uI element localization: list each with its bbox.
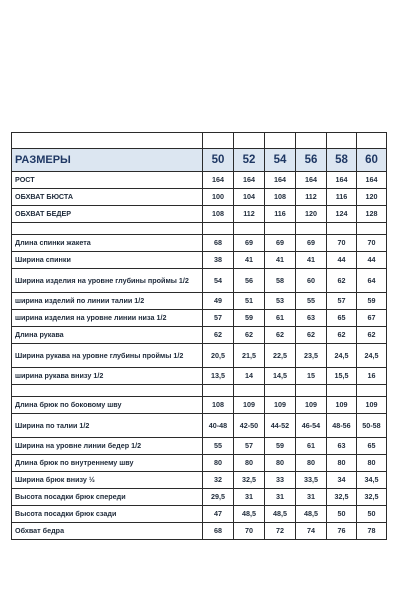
cell-value: 42-50 (234, 414, 265, 438)
cell-value: 76 (327, 523, 357, 540)
cell-value: 50 (327, 506, 357, 523)
cell-value: 62 (265, 327, 296, 344)
cell-value: 13,5 (203, 368, 234, 385)
cell-value: 68 (203, 523, 234, 540)
cell-value: 48-56 (327, 414, 357, 438)
cell-value: 109 (327, 397, 357, 414)
row-label: Ширина спинки (12, 252, 203, 269)
cell-value: 70 (234, 523, 265, 540)
cell-value: 20,5 (203, 344, 234, 368)
row-label: Длина брюк по боковому шву (12, 397, 203, 414)
cell-value: 80 (234, 455, 265, 472)
cell-value: 78 (357, 523, 387, 540)
cell-value: 120 (296, 206, 327, 223)
cell-value: 67 (357, 310, 387, 327)
cell-value: 72 (265, 523, 296, 540)
table-row (12, 206, 387, 223)
cell-value: 46-54 (296, 414, 327, 438)
cell-value: 40-48 (203, 414, 234, 438)
row-label: ОБХВАТ БЕДЕР (12, 206, 203, 223)
cell-value: 62 (296, 327, 327, 344)
cell-value: 59 (234, 310, 265, 327)
cell-value: 62 (234, 327, 265, 344)
cell-value: 41 (296, 252, 327, 269)
row-label: Ширина по талии 1/2 (12, 414, 203, 438)
table-row (12, 269, 387, 293)
cell-value: 14 (234, 368, 265, 385)
size-header: 60 (357, 149, 387, 172)
header-row (12, 149, 387, 172)
blank-row (12, 133, 387, 149)
cell-value: 62 (357, 327, 387, 344)
cell-value: 44 (357, 252, 387, 269)
cell-value: 60 (296, 269, 327, 293)
cell-value: 116 (265, 206, 296, 223)
cell-value: 74 (296, 523, 327, 540)
cell-value: 112 (296, 189, 327, 206)
row-label: ширина изделия на уровне линии низа 1/2 (12, 310, 203, 327)
cell-value: 116 (327, 189, 357, 206)
row-label: ОБХВАТ БЮСТА (12, 189, 203, 206)
table-row (12, 489, 387, 506)
row-label: Высота посадки брюк сзади (12, 506, 203, 523)
cell-value: 65 (327, 310, 357, 327)
row-label: Длина рукава (12, 327, 203, 344)
cell-value: 31 (234, 489, 265, 506)
row-label: Длина спинки жакета (12, 235, 203, 252)
cell-value: 22,5 (265, 344, 296, 368)
cell-value: 80 (296, 455, 327, 472)
cell-value: 32,5 (357, 489, 387, 506)
cell-value: 112 (234, 206, 265, 223)
cell-value: 48,5 (234, 506, 265, 523)
cell-value: 47 (203, 506, 234, 523)
cell-value: 164 (265, 172, 296, 189)
spacer-row (12, 223, 387, 235)
row-label: Ширина на уровне линии бедер 1/2 (12, 438, 203, 455)
cell-value: 31 (265, 489, 296, 506)
cell-value: 54 (203, 269, 234, 293)
cell-value: 31 (296, 489, 327, 506)
cell-value: 100 (203, 189, 234, 206)
cell-value: 61 (296, 438, 327, 455)
table-row (12, 523, 387, 540)
cell-value: 108 (203, 397, 234, 414)
row-label: Ширина изделия на уровне глубины проймы 1/2 (12, 269, 203, 293)
cell-value: 124 (327, 206, 357, 223)
cell-value: 64 (357, 269, 387, 293)
cell-value: 104 (234, 189, 265, 206)
cell-value: 44 (327, 252, 357, 269)
cell-value: 23,5 (296, 344, 327, 368)
row-label: Ширина брюк внизу ½ (12, 472, 203, 489)
cell-value: 32,5 (327, 489, 357, 506)
table-row (12, 438, 387, 455)
cell-value: 33,5 (296, 472, 327, 489)
cell-value: 57 (203, 310, 234, 327)
cell-value: 44-52 (265, 414, 296, 438)
cell-value: 34,5 (357, 472, 387, 489)
table-row (12, 235, 387, 252)
table-row (12, 327, 387, 344)
cell-value: 70 (327, 235, 357, 252)
cell-value: 24,5 (327, 344, 357, 368)
row-label: РОСТ (12, 172, 203, 189)
cell-value: 34 (327, 472, 357, 489)
cell-value: 164 (357, 172, 387, 189)
cell-value: 48,5 (265, 506, 296, 523)
cell-value: 62 (203, 327, 234, 344)
row-label: Ширина рукава на уровне глубины проймы 1/2 (12, 344, 203, 368)
table-row (12, 252, 387, 269)
cell-value: 32,5 (234, 472, 265, 489)
cell-value: 69 (296, 235, 327, 252)
row-label: Обхват бедра (12, 523, 203, 540)
size-chart-table (11, 132, 387, 540)
table-row (12, 397, 387, 414)
row-label: Длина брюк по внутреннему шву (12, 455, 203, 472)
cell-value: 49 (203, 293, 234, 310)
cell-value: 62 (327, 269, 357, 293)
row-label: ширина рукава внизу 1/2 (12, 368, 203, 385)
cell-value: 32 (203, 472, 234, 489)
row-label: Высота посадки брюк спереди (12, 489, 203, 506)
table-row (12, 310, 387, 327)
cell-value: 61 (265, 310, 296, 327)
cell-value: 63 (327, 438, 357, 455)
cell-value: 70 (357, 235, 387, 252)
table-row (12, 506, 387, 523)
cell-value: 21,5 (234, 344, 265, 368)
cell-value: 164 (203, 172, 234, 189)
cell-value: 120 (357, 189, 387, 206)
cell-value: 16 (357, 368, 387, 385)
cell-value: 24,5 (357, 344, 387, 368)
table-row (12, 472, 387, 489)
cell-value: 58 (265, 269, 296, 293)
cell-value: 56 (234, 269, 265, 293)
cell-value: 69 (234, 235, 265, 252)
cell-value: 51 (234, 293, 265, 310)
table-row (12, 344, 387, 368)
size-header: 54 (265, 149, 296, 172)
table-row (12, 455, 387, 472)
cell-value: 41 (234, 252, 265, 269)
table-row (12, 414, 387, 438)
cell-value: 63 (296, 310, 327, 327)
cell-value: 164 (234, 172, 265, 189)
cell-value: 15 (296, 368, 327, 385)
cell-value: 80 (203, 455, 234, 472)
cell-value: 41 (265, 252, 296, 269)
cell-value: 80 (357, 455, 387, 472)
table-row (12, 368, 387, 385)
cell-value: 69 (265, 235, 296, 252)
size-header: 56 (296, 149, 327, 172)
cell-value: 108 (265, 189, 296, 206)
cell-value: 68 (203, 235, 234, 252)
table-row (12, 172, 387, 189)
spacer-row (12, 385, 387, 397)
cell-value: 109 (357, 397, 387, 414)
cell-value: 164 (296, 172, 327, 189)
cell-value: 80 (327, 455, 357, 472)
cell-value: 50-58 (357, 414, 387, 438)
cell-value: 29,5 (203, 489, 234, 506)
cell-value: 109 (265, 397, 296, 414)
size-header: 58 (327, 149, 357, 172)
cell-value: 55 (296, 293, 327, 310)
table-row (12, 189, 387, 206)
header-label: РАЗМЕРЫ (12, 149, 203, 172)
row-label: ширина изделий по линии талии 1/2 (12, 293, 203, 310)
cell-value: 109 (234, 397, 265, 414)
cell-value: 48,5 (296, 506, 327, 523)
cell-value: 164 (327, 172, 357, 189)
cell-value: 33 (265, 472, 296, 489)
cell-value: 14,5 (265, 368, 296, 385)
cell-value: 59 (265, 438, 296, 455)
size-header: 52 (234, 149, 265, 172)
cell-value: 53 (265, 293, 296, 310)
cell-value: 80 (265, 455, 296, 472)
cell-value: 15,5 (327, 368, 357, 385)
cell-value: 50 (357, 506, 387, 523)
cell-value: 62 (327, 327, 357, 344)
cell-value: 57 (234, 438, 265, 455)
cell-value: 65 (357, 438, 387, 455)
cell-value: 109 (296, 397, 327, 414)
cell-value: 108 (203, 206, 234, 223)
table-row (12, 293, 387, 310)
cell-value: 59 (357, 293, 387, 310)
cell-value: 57 (327, 293, 357, 310)
size-header: 50 (203, 149, 234, 172)
cell-value: 55 (203, 438, 234, 455)
cell-value: 38 (203, 252, 234, 269)
cell-value: 128 (357, 206, 387, 223)
